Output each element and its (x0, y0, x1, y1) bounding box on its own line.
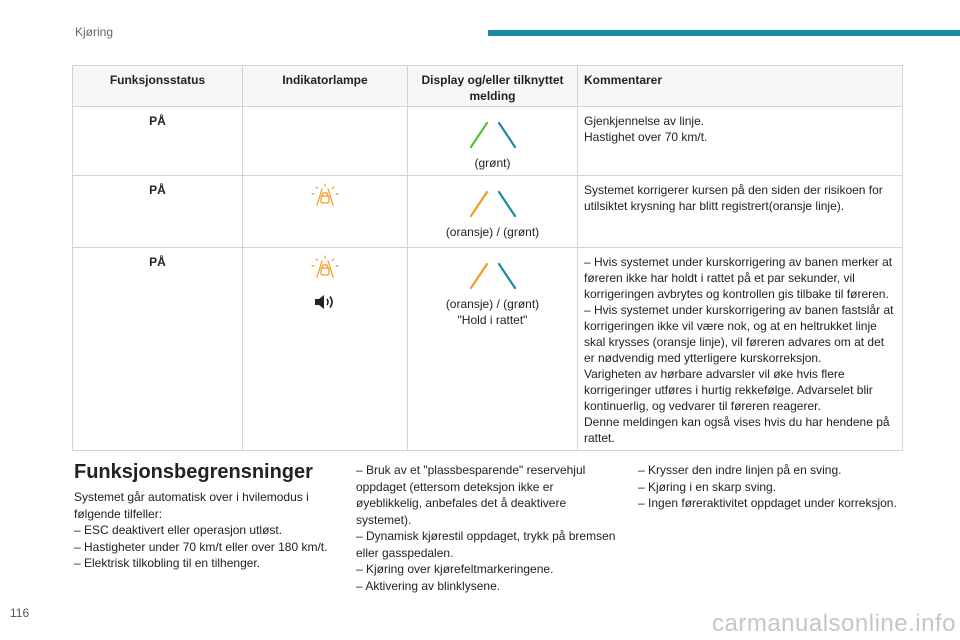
comment-cell (578, 176, 903, 248)
list-item: – Aktivering av blinklysene. (356, 578, 501, 593)
status-cell: PÅ (73, 176, 243, 248)
section-title: Kjøring (75, 25, 114, 39)
header-indicator: Indikatorlampe (243, 66, 408, 107)
indicator-cell (243, 176, 408, 248)
list-item: – Elektrisk tilkobling til en tilhenger. (74, 556, 261, 570)
header-display: Display og/eller tilknyttet melding (408, 66, 578, 107)
lane-lines-orange-green-icon (463, 260, 523, 292)
limitations-column-3 (638, 462, 898, 512)
comment-cell (578, 248, 903, 451)
comment-line: Gjenkjennelse av linje. (584, 114, 705, 128)
display-cell (408, 107, 578, 176)
speaker-icon (313, 292, 337, 312)
list-item: – ESC deaktivert eller operasjon utløst. (74, 523, 283, 537)
comment-line: Hastighet over 70 km/t. (584, 130, 708, 144)
list-item: – Ingen føreraktivitet oppdaget under korreksjon. (638, 496, 897, 510)
comment-line: Denne meldingen kan også vises hvis du har hendene på rattet. (584, 415, 890, 445)
comment-cell (578, 107, 903, 176)
status-cell: PÅ (73, 248, 243, 451)
comment-line: Varigheten av hørbare advarsler vil øke hvis flere korrigeringer utføres i hurtig rekkefølge. Advarselet blir kontinuerlig, og vedvarer til føreren reagerer. (584, 367, 873, 413)
lane-departure-warning-icon (310, 182, 340, 212)
list-item: – Hastigheter under 70 km/t eller over 180 km/t. (74, 539, 328, 554)
indicator-cell (243, 107, 408, 176)
lane-departure-warning-icon (310, 254, 340, 284)
display-caption: (grønt) (474, 156, 511, 170)
table-header-row (73, 66, 903, 107)
display-caption: (oransje) / (grønt) (445, 297, 540, 311)
header-comments: Kommentarer (578, 66, 903, 107)
paragraph-text: Systemet går automatisk over i hvilemodus i følgende tilfeller: (74, 490, 309, 521)
list-item: – Krysser den indre linjen på en sving. (638, 463, 842, 477)
limitations-column-1 (74, 489, 339, 572)
display-message: "Hold i rattet" (457, 313, 528, 327)
header-accent-bar (488, 30, 960, 36)
list-item: – Bruk av et "plassbesparende" reservehjul oppdaget (ettersom deteksjon ikke er øyeblikkelig, anbefales det å deaktivere systemet). (356, 463, 586, 527)
comment-line: – Hvis systemet under kurskorrigering av banen fastslår at korrigeringen ikke vil være nok, og at en heltrukket linje skal krysses (oransje linje), vil føreren advares om at det er nødvendig med ytterligere kurskorreksjon. (584, 303, 894, 365)
display-caption: (oransje) / (grønt) (445, 225, 540, 239)
watermark: carmanualsonline.info (712, 610, 956, 637)
function-status-table (72, 65, 903, 451)
table-row (73, 107, 903, 176)
table-row (73, 176, 903, 248)
list-item: – Kjøring over kjørefeltmarkeringene. (356, 562, 554, 576)
indicator-cell (243, 248, 408, 451)
lane-lines-green-icon (463, 119, 523, 151)
comment-line: Systemet korrigerer kursen på den siden der risikoen for utilsiktet krysning har blitt registrert(oransje linje). (584, 183, 883, 213)
header-status: Funksjonsstatus (73, 66, 243, 107)
status-cell: PÅ (73, 107, 243, 176)
comment-line: – Hvis systemet under kurskorrigering av banen merker at føreren ikke har holdt i rattet på et par sekunder, vil korrigeringen avbrytes og kontrollen gis tilbake til føreren. (584, 255, 893, 301)
limitations-column-2 (356, 462, 616, 594)
list-item: – Dynamisk kjørestil oppdaget, trykk på bremsen eller gasspedalen. (356, 529, 616, 560)
section-heading: Funksjonsbegrensninger (74, 461, 313, 483)
display-cell (408, 248, 578, 451)
display-cell (408, 176, 578, 248)
lane-lines-orange-green-icon (463, 188, 523, 220)
list-item: – Kjøring i en skarp sving. (638, 479, 777, 494)
table-row (73, 248, 903, 451)
page-number: 116 (10, 606, 30, 620)
